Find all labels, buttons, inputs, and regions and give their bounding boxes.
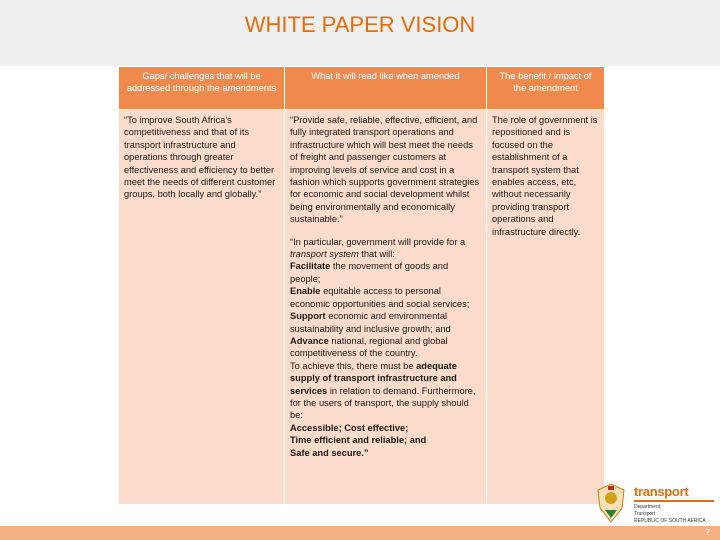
- amendment-table: [118, 66, 605, 505]
- department-logo: [594, 482, 720, 526]
- vision-paragraph: “Provide safe, reliable, effective, efficient, and fully integrated transport operations and infrastructure which will best meet the needs of freight and passenger customers at improving levels of service and cost in a fashion which supports government strategies for economic and social development whilst being environmentally and economically sustainable.”: [290, 115, 480, 225]
- coat-of-arms-icon: [594, 482, 628, 524]
- dept-line: Department:: [634, 504, 662, 510]
- list-item: Advance national, regional and global competitiveness of the country.: [290, 335, 448, 359]
- gaps-cell: “To improve South Africa’s competitiveness and that of its transport infrastructure and operations through greater effectiveness and efficiency to better meet the needs of different customer groups, both locally and globally.”: [119, 110, 285, 505]
- amended-cell: [285, 110, 487, 505]
- list-item: Facilitate the movement of goods and people;: [290, 261, 449, 284]
- header-amended: What it will read like when amended: [285, 67, 487, 110]
- brand-name: transport: [634, 484, 689, 499]
- requirement-item: Safe and secure.”: [290, 447, 369, 458]
- page-title: WHITE PAPER VISION: [244, 12, 476, 37]
- benefit-cell: The role of government is repositioned and is focused on the establishment of a transport system that enables access, etc, without necessarily providing transport operations and infrastructure directly.: [487, 110, 605, 505]
- header-benefit: The benefit / impact of the amendment: [487, 67, 605, 110]
- footer-bar: [0, 526, 720, 540]
- table-header-row: [119, 67, 605, 110]
- supply-statement: To achieve this, there must be adequate supply of transport infrastructure and services in relation to demand. Furthermore, for the users of transport, the supply should be:: [290, 360, 476, 421]
- provision-block: “In particular, government will provide for a transport system that will: Facilitate the movement of goods and people; Enable equitable access to personal economic opportunities and social services; Support economic and environmental sustainability and inclusive growth; and Advance national, regional and global competitiveness of the country. To achieve this, there must be adequate supply of transport infrastructure and services in relation to demand. Furthermore, for the users of transport, the supply should be: Accessible; Cost effective; Time efficient and reliable; and Safe and secure.”: [290, 236, 481, 459]
- requirement-item: Time efficient and reliable; and: [290, 435, 427, 446]
- list-item: Enable equitable access to personal economic opportunities and social services;: [290, 286, 470, 309]
- brand-divider: [634, 500, 714, 502]
- list-item: Support economic and environmental sustainability and inclusive growth; and: [290, 311, 451, 334]
- header-gaps: Gaps/ challenges that will be addressed through the amendments: [119, 67, 285, 110]
- requirement-item: Accessible; Cost effective;: [290, 422, 409, 433]
- page-number: 7: [705, 528, 710, 537]
- table-row: [119, 110, 605, 505]
- dept-line: REPUBLIC OF SOUTH AFRICA: [634, 518, 706, 524]
- dept-line: Transport: [634, 511, 656, 517]
